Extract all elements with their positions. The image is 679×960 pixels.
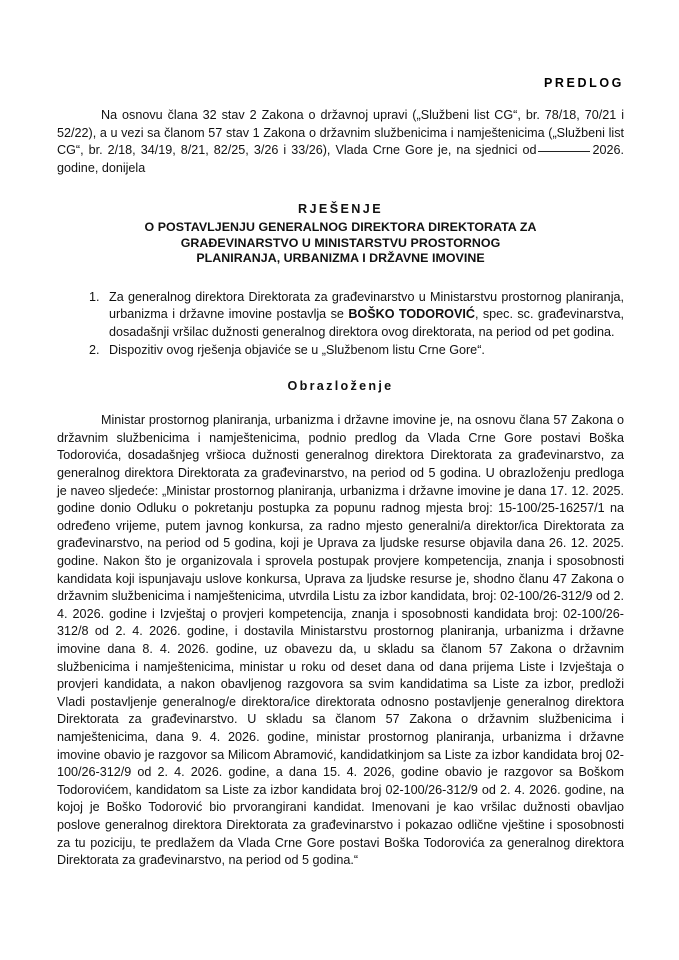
list-item-text-before-name: Za generalnog direktora Direktorata za građevinarstvo u Ministarstvu prostornog planiranja, urbanizma i državne imovine postavlja se xyxy=(109,289,624,322)
document-label: PREDLOG xyxy=(543,76,624,90)
preamble-text-after-blank: 2026. godine, donijela xyxy=(57,143,624,175)
decision-subtitle-line-1: O POSTAVLJENJU GENERALNOG DIREKTORA DIREKTORATA ZA xyxy=(144,220,537,235)
explanation-heading: Obrazloženje xyxy=(287,379,394,394)
decision-subtitle-line-3: PLANIRANJA, URBANIZMA I DRŽAVNE IMOVINE xyxy=(196,251,485,266)
list-item-text: Dispozitiv ovog rješenja objaviće se u „Službenom listu Crne Gore“. xyxy=(109,342,485,357)
decision-subtitle-line-2: GRAĐEVINARSTVO U MINISTARSTVU PROSTORNOG xyxy=(180,235,501,250)
appointee-name: BOŠKO TODOROVIĆ xyxy=(348,307,475,322)
list-item-text-after-name: , spec. sc. građevinarstva, dosadašnji vršilac dužnosti generalnog direktora ovog direktorata, na period od pet godina. xyxy=(109,307,625,340)
preamble-paragraph xyxy=(57,90,624,177)
decision-heading: RJEŠENJE xyxy=(298,202,383,217)
preamble-text-before-blank: Na osnovu člana 32 stav 2 Zakona o državnoj upravi („Službeni list CG“, br. 78/18, 70/21 i 52/22), a u vezi sa članom 57 stav 1 Zakona o državnim službenicima i namještenicima („Službeni list CG“, br. 2/18, 34/19, 8/21, 82/25, 3/26 i 33/26), Vlada Crne Gore je, na sjednici od xyxy=(57,108,624,158)
date-blank-field[interactable] xyxy=(538,151,590,152)
list-item xyxy=(103,342,624,360)
decision-subtitle xyxy=(57,217,624,267)
dispositiv-list xyxy=(57,267,624,359)
explanation-body: Ministar prostornog planiranja, urbanizma i državne imovine je, na osnovu člana 57 Zakona o državnim službenicima i namještenicima, podnio predlog da Vlada Crne Gore postavi Boška Todorovića, dosadašnjeg vršioca dužnosti generalnog direktora Direktorata za građevinarstvo, za generalnog direktora Direktorata za građevinarstvo, na period od 5 godina. U obrazloženju predloga je naveo sljedeće: „Ministar prostornog planiranja, urbanizma i državne imovine je dana 17. 12. 2025. godine donio Odluku o pokretanju postupka za popunu radnog mjesta broj: 15-100/25-16257/1 na određeno vrijeme, putem javnog konkursa, za radno mjesto generalni/a direktor/ica Direktorata za građevinarstvo, na period od 5 godina, koji je Uprava za ljudske resurse objavila dana 26. 12. 2025. godine. Nakon što je organizovala i sprovela postupak provjere kompetencija, znanja i sposobnosti kandidata koji ispunjavaju uslove konkursa, Uprava za ljudske resurse je, shodno članu 47 Zakona o državnim službenicima i namještenicima, utvrdila Listu za izbor kandidata, broj: 02-100/26-312/9 od 2. 4. 2026. godine i Izvještaj o provjeri kompetencija, znanja i sposobnosti kandidata broj: 02-100/26-312/8 od 2. 4. 2026. godine, i dostavila Ministarstvu prostornog planiranja, urbanizma i državne imovine dana 8. 4. 2026. godine, uz obavezu da, u skladu sa članom 57 Zakona o državnim službenicima i namještenicima, ministar u roku od deset dana od dana prijema Liste i Izvještaja o provjeri kandidata, a nakon obavljenog razgovora sa svim kandidatima sa Liste za izbor, predloži Vladi postavljenje generalnog/e direktora/ice direktorata odnosno postavljenje generalnog direktora Direktorata za građevinarstvo. U skladu sa članom 57 Zakona o državnim službenicima i namještenicima, dana 9. 4. 2026. godine, ministar prostornog planiranja, urbanizma i državne imovine obavio je razgovor sa Milicom Abramović, kandidatkinjom sa Liste za izbor kandidata broj 02-100/26-312/9 od 2. 4. 2026. godine, a dana 15. 4. 2026, godine obavio je razgovor sa Boškom Todorovićem, kandidatom sa Liste za izbor kandidata broj 02-100/26-312/9 od 2. 4. 2026. godine, na kojoj je Boško Todorović bio prvorangirani kandidat. Imenovani je kao vršilac dužnosti obavljao poslove generalnog direktora Direktorata za građevinarstvo i pokazao odlične vještine i sposobnosti za tu poziciju, te predlažem da Vlada Crne Gore postavi Boška Todorovića za generalnog direktora Direktorata za građevinarstvo, na period od 5 godina.“ xyxy=(57,413,625,868)
list-item xyxy=(103,289,624,342)
